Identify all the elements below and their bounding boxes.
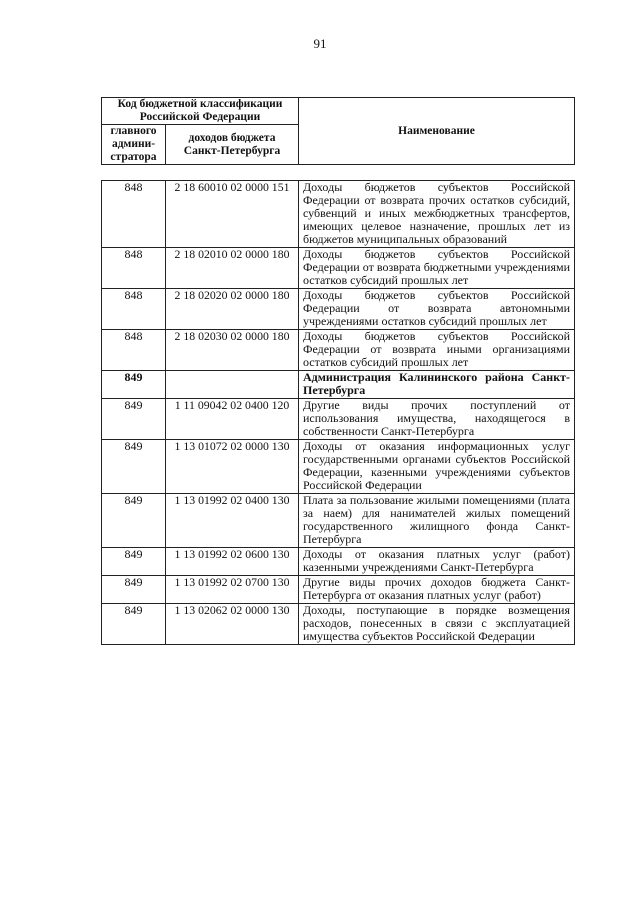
income-code-cell: 1 13 02062 02 0000 130 [166, 604, 299, 645]
income-code-cell: 2 18 60010 02 0000 151 [166, 181, 299, 248]
table-row [102, 371, 575, 399]
name-cell: Администрация Калининского района Санкт-Петербурга [299, 371, 575, 399]
admin-code-cell: 848 [102, 330, 166, 371]
admin-code-cell: 849 [102, 548, 166, 576]
name-cell: Доходы от оказания платных услуг (работ) казенными учреждениями Санкт-Петербурга [299, 548, 575, 576]
income-code-cell: 2 18 02020 02 0000 180 [166, 289, 299, 330]
table-row [102, 289, 575, 330]
page-number: 91 [313, 36, 327, 51]
name-cell: Плата за пользование жилыми помещениями (плата за наем) для нанимателей жилых помещений государственного жилищного фонда Санкт-Петербурга [299, 494, 575, 548]
name-cell: Другие виды прочих поступлений от использования имущества, находящегося в собственности Санкт-Петербурга [299, 399, 575, 440]
name-cell: Доходы бюджетов субъектов Российской Федерации от возврата автономными учреждениями остатков субсидий прошлых лет [299, 289, 575, 330]
table-row [102, 576, 575, 604]
table-row [102, 604, 575, 645]
admin-code-cell: 849 [102, 440, 166, 494]
name-cell: Доходы бюджетов субъектов Российской Федерации от возврата прочих остатков субсидий, субвенций и иных межбюджетных трансфертов, имеющих целевое назначение, прошлых лет из бюджетов муниципальных образований [299, 181, 575, 248]
income-code-cell: 1 13 01072 02 0000 130 [166, 440, 299, 494]
admin-code-cell: 848 [102, 181, 166, 248]
header-group-label: Код бюджетной классификации Российской Федерации [102, 98, 299, 125]
income-code-cell [166, 371, 299, 399]
income-code-cell: 1 13 01992 02 0700 130 [166, 576, 299, 604]
admin-code-cell: 849 [102, 494, 166, 548]
income-code-cell: 1 13 01992 02 0400 130 [166, 494, 299, 548]
header-col-admin: главного админи-стратора [102, 125, 166, 165]
income-code-cell: 2 18 02030 02 0000 180 [166, 330, 299, 371]
income-code-cell: 2 18 02010 02 0000 180 [166, 248, 299, 289]
income-code-cell: 1 13 01992 02 0600 130 [166, 548, 299, 576]
admin-code-cell: 849 [102, 371, 166, 399]
table-row [102, 399, 575, 440]
name-cell: Доходы бюджетов субъектов Российской Федерации от возврата иными организациями остатков субсидий прошлых лет [299, 330, 575, 371]
table-row [102, 494, 575, 548]
admin-code-cell: 849 [102, 399, 166, 440]
table-row [102, 181, 575, 248]
name-cell: Доходы бюджетов субъектов Российской Федерации от возврата бюджетными учреждениями остатков субсидий прошлых лет [299, 248, 575, 289]
admin-code-cell: 848 [102, 248, 166, 289]
admin-code-cell: 848 [102, 289, 166, 330]
income-code-cell: 1 11 09042 02 0400 120 [166, 399, 299, 440]
header-col-income: доходов бюджета Санкт-Петербурга [166, 125, 299, 165]
table-row [102, 248, 575, 289]
admin-code-cell: 849 [102, 576, 166, 604]
table-row [102, 330, 575, 371]
table-header [101, 97, 575, 165]
table-row [102, 548, 575, 576]
admin-code-cell: 849 [102, 604, 166, 645]
name-cell: Доходы, поступающие в порядке возмещения расходов, понесенных в связи с эксплуатацией имущества субъектов Российской Федерации [299, 604, 575, 645]
budget-table [101, 180, 575, 645]
name-cell: Другие виды прочих доходов бюджета Санкт-Петербурга от оказания платных услуг (работ) [299, 576, 575, 604]
name-cell: Доходы от оказания информационных услуг государственными органами субъектов Российской Федерации, казенными учреждениями субъектов Российской Федерации [299, 440, 575, 494]
header-col-name: Наименование [299, 98, 575, 165]
table-row [102, 440, 575, 494]
